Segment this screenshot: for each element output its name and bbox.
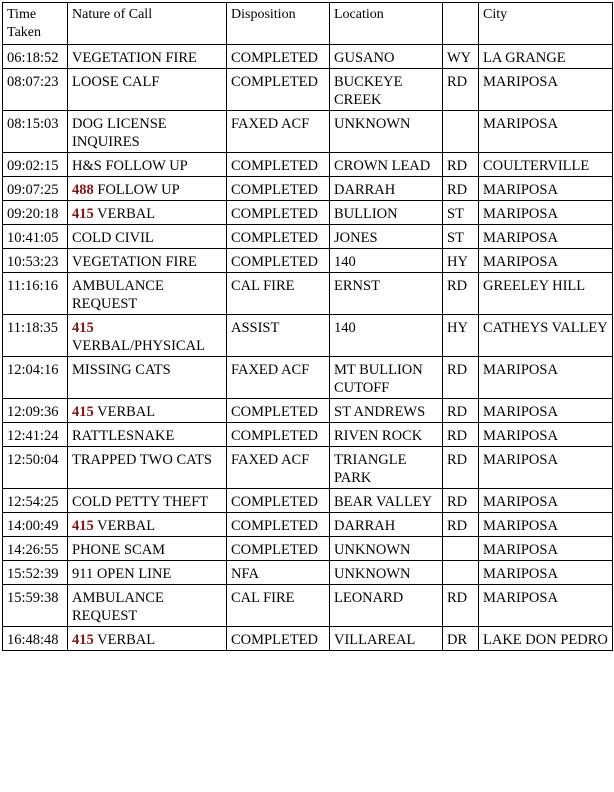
- cell-time-taken: 06:18:52: [3, 45, 68, 69]
- call-description: VEGETATION FIRE: [72, 254, 197, 270]
- cell-street-type: RD: [443, 585, 479, 627]
- table-row: [3, 273, 613, 315]
- cell-city: MARIPOSA: [479, 513, 613, 537]
- cell-disposition: NFA: [227, 561, 330, 585]
- cell-nature-of-call: [68, 357, 227, 399]
- cell-city: MARIPOSA: [479, 249, 613, 273]
- table-row: [3, 627, 613, 651]
- table-body: [3, 45, 613, 651]
- header-street-type: [443, 3, 479, 45]
- cell-disposition: FAXED ACF: [227, 111, 330, 153]
- cell-time-taken: 10:53:23: [3, 249, 68, 273]
- cell-nature-of-call: [68, 273, 227, 315]
- cell-city: LA GRANGE: [479, 45, 613, 69]
- cell-location: VILLAREAL: [330, 627, 443, 651]
- cell-street-type: RD: [443, 423, 479, 447]
- cell-location: GUSANO: [330, 45, 443, 69]
- cell-city: MARIPOSA: [479, 561, 613, 585]
- cell-location: JONES: [330, 225, 443, 249]
- table-row: [3, 177, 613, 201]
- call-description: H&S FOLLOW UP: [72, 158, 188, 174]
- cell-street-type: RD: [443, 153, 479, 177]
- cell-location: BUCKEYE CREEK: [330, 69, 443, 111]
- cell-time-taken: 08:15:03: [3, 111, 68, 153]
- cell-location: DARRAH: [330, 513, 443, 537]
- cell-disposition: COMPLETED: [227, 627, 330, 651]
- call-log-table: [2, 2, 613, 651]
- call-description: COLD CIVIL: [72, 230, 154, 246]
- cell-location: BEAR VALLEY: [330, 489, 443, 513]
- cell-time-taken: 14:26:55: [3, 537, 68, 561]
- cell-street-type: RD: [443, 69, 479, 111]
- cell-disposition: COMPLETED: [227, 489, 330, 513]
- call-description: LOOSE CALF: [72, 74, 160, 90]
- cell-location: RIVEN ROCK: [330, 423, 443, 447]
- table-row: [3, 249, 613, 273]
- cell-city: MARIPOSA: [479, 399, 613, 423]
- call-description: MISSING CATS: [72, 362, 171, 378]
- cell-city: GREELEY HILL: [479, 273, 613, 315]
- cell-location: 140: [330, 315, 443, 357]
- call-code: 488: [72, 182, 94, 198]
- call-description: PHONE SCAM: [72, 542, 166, 558]
- cell-nature-of-call: [68, 225, 227, 249]
- cell-street-type: WY: [443, 45, 479, 69]
- cell-street-type: RD: [443, 399, 479, 423]
- cell-disposition: COMPLETED: [227, 201, 330, 225]
- cell-nature-of-call: [68, 561, 227, 585]
- cell-city: MARIPOSA: [479, 201, 613, 225]
- cell-street-type: ST: [443, 201, 479, 225]
- table-row: [3, 423, 613, 447]
- table-row: [3, 69, 613, 111]
- cell-time-taken: 09:02:15: [3, 153, 68, 177]
- cell-nature-of-call: [68, 537, 227, 561]
- cell-city: MARIPOSA: [479, 357, 613, 399]
- call-description: AMBULANCE REQUEST: [72, 278, 164, 312]
- table-row: [3, 357, 613, 399]
- table-row: [3, 447, 613, 489]
- cell-street-type: RD: [443, 489, 479, 513]
- cell-location: DARRAH: [330, 177, 443, 201]
- cell-time-taken: 09:20:18: [3, 201, 68, 225]
- cell-street-type: RD: [443, 447, 479, 489]
- cell-street-type: ST: [443, 225, 479, 249]
- call-description: RATTLESNAKE: [72, 428, 175, 444]
- cell-disposition: CAL FIRE: [227, 273, 330, 315]
- cell-disposition: COMPLETED: [227, 423, 330, 447]
- cell-nature-of-call: [68, 585, 227, 627]
- cell-disposition: ASSIST: [227, 315, 330, 357]
- cell-nature-of-call: [68, 489, 227, 513]
- table-row: [3, 537, 613, 561]
- cell-nature-of-call: [68, 45, 227, 69]
- table-row: [3, 153, 613, 177]
- call-description: VERBAL: [93, 632, 156, 648]
- cell-nature-of-call: [68, 177, 227, 201]
- call-description: TRAPPED TWO CATS: [72, 452, 212, 468]
- cell-city: COULTERVILLE: [479, 153, 613, 177]
- header-disposition: Disposition: [227, 3, 330, 45]
- table-row: [3, 45, 613, 69]
- cell-street-type: HY: [443, 249, 479, 273]
- header-nature-of-call: Nature of Call: [68, 3, 227, 45]
- cell-street-type: [443, 561, 479, 585]
- call-code: 415: [72, 404, 94, 420]
- table-row: [3, 489, 613, 513]
- call-description: VERBAL/PHYSICAL: [72, 338, 205, 354]
- cell-disposition: FAXED ACF: [227, 447, 330, 489]
- cell-time-taken: 16:48:48: [3, 627, 68, 651]
- call-description: VERBAL: [93, 518, 156, 534]
- table-row: [3, 225, 613, 249]
- cell-nature-of-call: [68, 447, 227, 489]
- table-row: [3, 315, 613, 357]
- call-description: VERBAL: [93, 206, 156, 222]
- cell-city: MARIPOSA: [479, 585, 613, 627]
- header-city: City: [479, 3, 613, 45]
- call-code: 415: [72, 206, 94, 222]
- cell-city: MARIPOSA: [479, 537, 613, 561]
- table-row: [3, 513, 613, 537]
- cell-nature-of-call: [68, 69, 227, 111]
- cell-location: UNKNOWN: [330, 561, 443, 585]
- cell-disposition: COMPLETED: [227, 513, 330, 537]
- cell-time-taken: 15:52:39: [3, 561, 68, 585]
- cell-nature-of-call: [68, 111, 227, 153]
- cell-time-taken: 09:07:25: [3, 177, 68, 201]
- call-description: VERBAL: [93, 404, 156, 420]
- cell-street-type: RD: [443, 513, 479, 537]
- call-code: 415: [72, 632, 94, 648]
- cell-disposition: FAXED ACF: [227, 357, 330, 399]
- cell-street-type: RD: [443, 357, 479, 399]
- cell-city: MARIPOSA: [479, 225, 613, 249]
- table-row: [3, 111, 613, 153]
- cell-time-taken: 15:59:38: [3, 585, 68, 627]
- cell-time-taken: 11:16:16: [3, 273, 68, 315]
- cell-city: MARIPOSA: [479, 177, 613, 201]
- call-description: VEGETATION FIRE: [72, 50, 197, 66]
- cell-disposition: COMPLETED: [227, 45, 330, 69]
- cell-time-taken: 14:00:49: [3, 513, 68, 537]
- cell-city: MARIPOSA: [479, 111, 613, 153]
- cell-location: 140: [330, 249, 443, 273]
- cell-time-taken: 12:50:04: [3, 447, 68, 489]
- cell-city: LAKE DON PEDRO: [479, 627, 613, 651]
- cell-time-taken: 10:41:05: [3, 225, 68, 249]
- call-code: 415: [72, 518, 94, 534]
- call-description: DOG LICENSE INQUIRES: [72, 116, 167, 150]
- header-time-taken: Time Taken: [3, 3, 68, 45]
- cell-location: LEONARD: [330, 585, 443, 627]
- cell-street-type: RD: [443, 273, 479, 315]
- cell-location: MT BULLION CUTOFF: [330, 357, 443, 399]
- cell-city: MARIPOSA: [479, 423, 613, 447]
- call-description: 911 OPEN LINE: [72, 566, 172, 582]
- cell-street-type: [443, 537, 479, 561]
- header-location: Location: [330, 3, 443, 45]
- cell-location: UNKNOWN: [330, 537, 443, 561]
- cell-nature-of-call: [68, 153, 227, 177]
- call-description: AMBULANCE REQUEST: [72, 590, 164, 624]
- cell-disposition: COMPLETED: [227, 225, 330, 249]
- cell-location: CROWN LEAD: [330, 153, 443, 177]
- cell-nature-of-call: [68, 423, 227, 447]
- header-row: [3, 3, 613, 45]
- cell-nature-of-call: [68, 201, 227, 225]
- cell-disposition: COMPLETED: [227, 153, 330, 177]
- cell-street-type: RD: [443, 177, 479, 201]
- cell-nature-of-call: [68, 513, 227, 537]
- call-description: COLD PETTY THEFT: [72, 494, 209, 510]
- cell-disposition: COMPLETED: [227, 69, 330, 111]
- table-row: [3, 585, 613, 627]
- cell-location: TRIANGLE PARK: [330, 447, 443, 489]
- cell-nature-of-call: [68, 399, 227, 423]
- cell-nature-of-call: [68, 249, 227, 273]
- cell-time-taken: 12:41:24: [3, 423, 68, 447]
- cell-nature-of-call: [68, 315, 227, 357]
- table-row: [3, 201, 613, 225]
- cell-time-taken: 11:18:35: [3, 315, 68, 357]
- call-code: 415: [72, 320, 94, 336]
- cell-location: ERNST: [330, 273, 443, 315]
- cell-disposition: CAL FIRE: [227, 585, 330, 627]
- table-row: [3, 399, 613, 423]
- cell-city: CATHEYS VALLEY: [479, 315, 613, 357]
- cell-time-taken: 12:54:25: [3, 489, 68, 513]
- cell-street-type: DR: [443, 627, 479, 651]
- cell-disposition: COMPLETED: [227, 537, 330, 561]
- cell-nature-of-call: [68, 627, 227, 651]
- cell-disposition: COMPLETED: [227, 177, 330, 201]
- table-header: [3, 3, 613, 45]
- table-row: [3, 561, 613, 585]
- cell-city: MARIPOSA: [479, 69, 613, 111]
- cell-disposition: COMPLETED: [227, 399, 330, 423]
- cell-time-taken: 12:09:36: [3, 399, 68, 423]
- cell-city: MARIPOSA: [479, 447, 613, 489]
- cell-street-type: HY: [443, 315, 479, 357]
- cell-location: BULLION: [330, 201, 443, 225]
- cell-location: ST ANDREWS: [330, 399, 443, 423]
- cell-location: UNKNOWN: [330, 111, 443, 153]
- cell-city: MARIPOSA: [479, 489, 613, 513]
- cell-time-taken: 12:04:16: [3, 357, 68, 399]
- cell-time-taken: 08:07:23: [3, 69, 68, 111]
- cell-disposition: COMPLETED: [227, 249, 330, 273]
- call-description: FOLLOW UP: [93, 182, 180, 198]
- cell-street-type: [443, 111, 479, 153]
